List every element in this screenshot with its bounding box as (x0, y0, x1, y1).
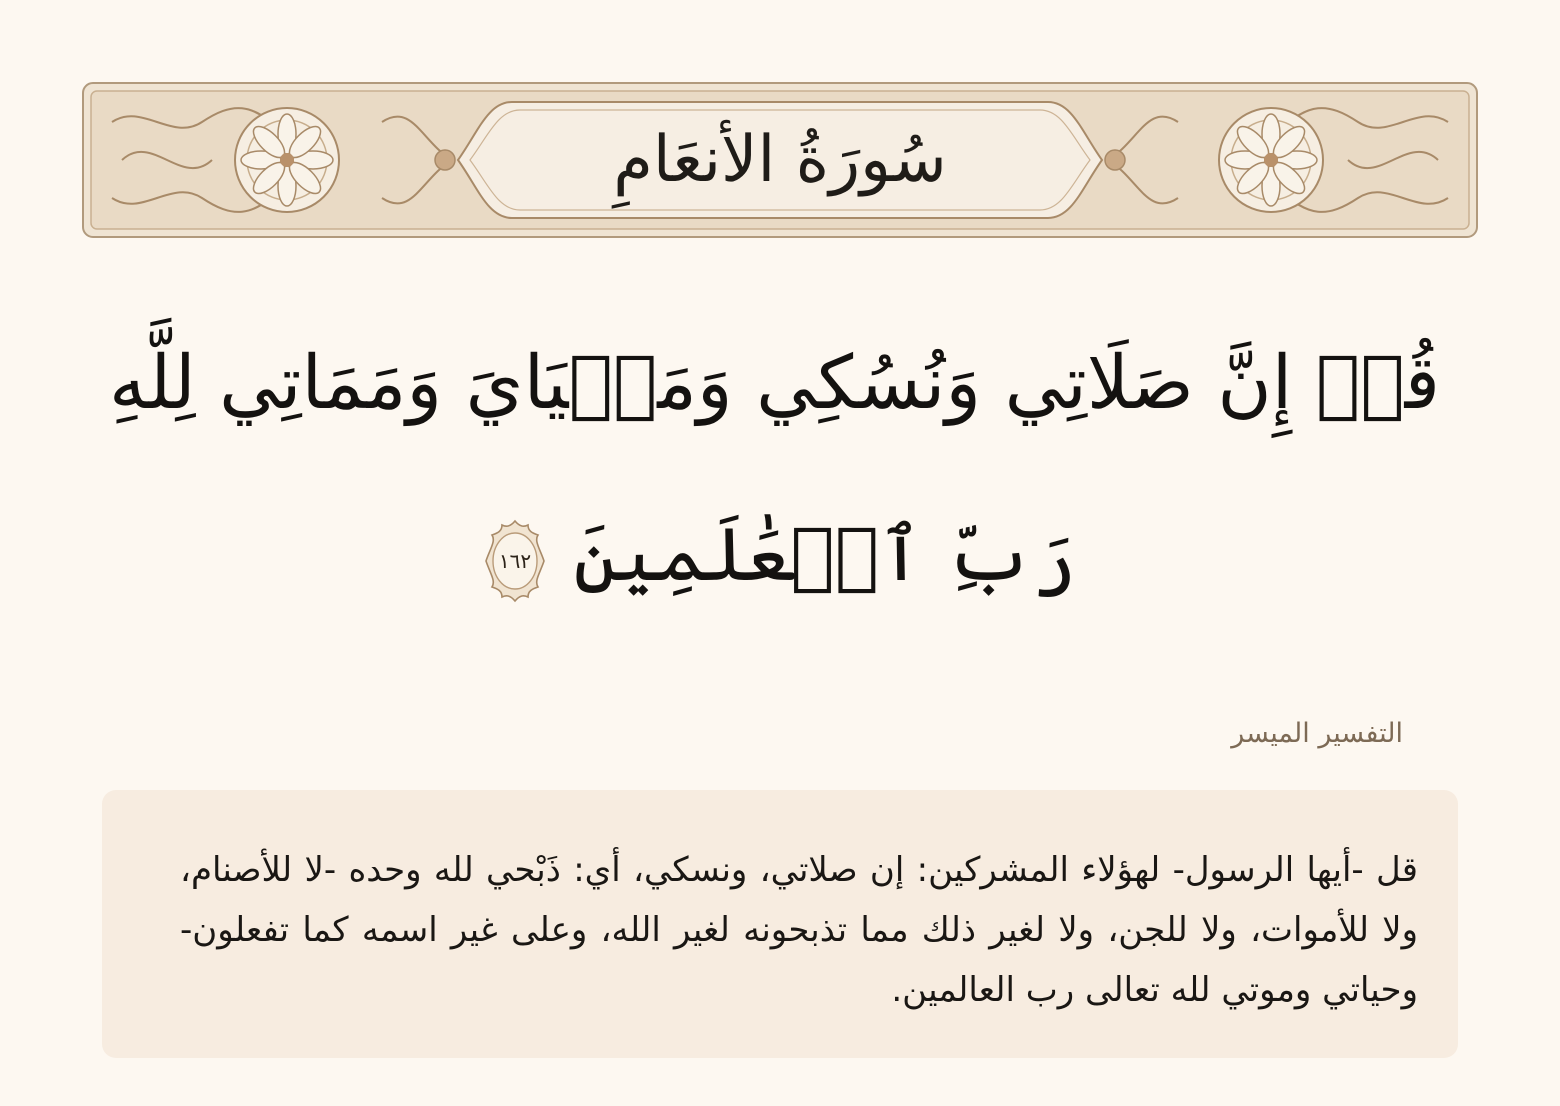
verse-line-2 (120, 512, 1440, 603)
ayah-number: ١٦٢ (498, 548, 532, 573)
tafsir-label: التفسير الميسر (1231, 718, 1403, 749)
verse-line-1: قُلۡ إِنَّ صَلَاتِي وَنُسُكِي وَمَحۡيَايَ وَمَمَاتِي لِلَّهِ (108, 340, 1440, 426)
surah-header-banner (82, 82, 1478, 238)
ayah-number-marker (484, 519, 546, 603)
surah-title: سُورَةُ الأنعَامِ (613, 123, 947, 197)
verse-line-2-text: رَبِّ ٱلۡعَٰلَمِينَ (573, 512, 1077, 598)
tafsir-text: قل -أيها الرسول- لهؤلاء المشركين: إن صلاتي، ونسكي، أي: ذَبْحي لله وحده -لا للأصنام، ولا للأموات، ولا للجن، ولا لغير ذلك مما تذبحونه لغير الله، وعلى غير اسمه كما تفعلون- وحياتي وموتي لله تعالى رب العالمين. (180, 850, 1418, 1010)
